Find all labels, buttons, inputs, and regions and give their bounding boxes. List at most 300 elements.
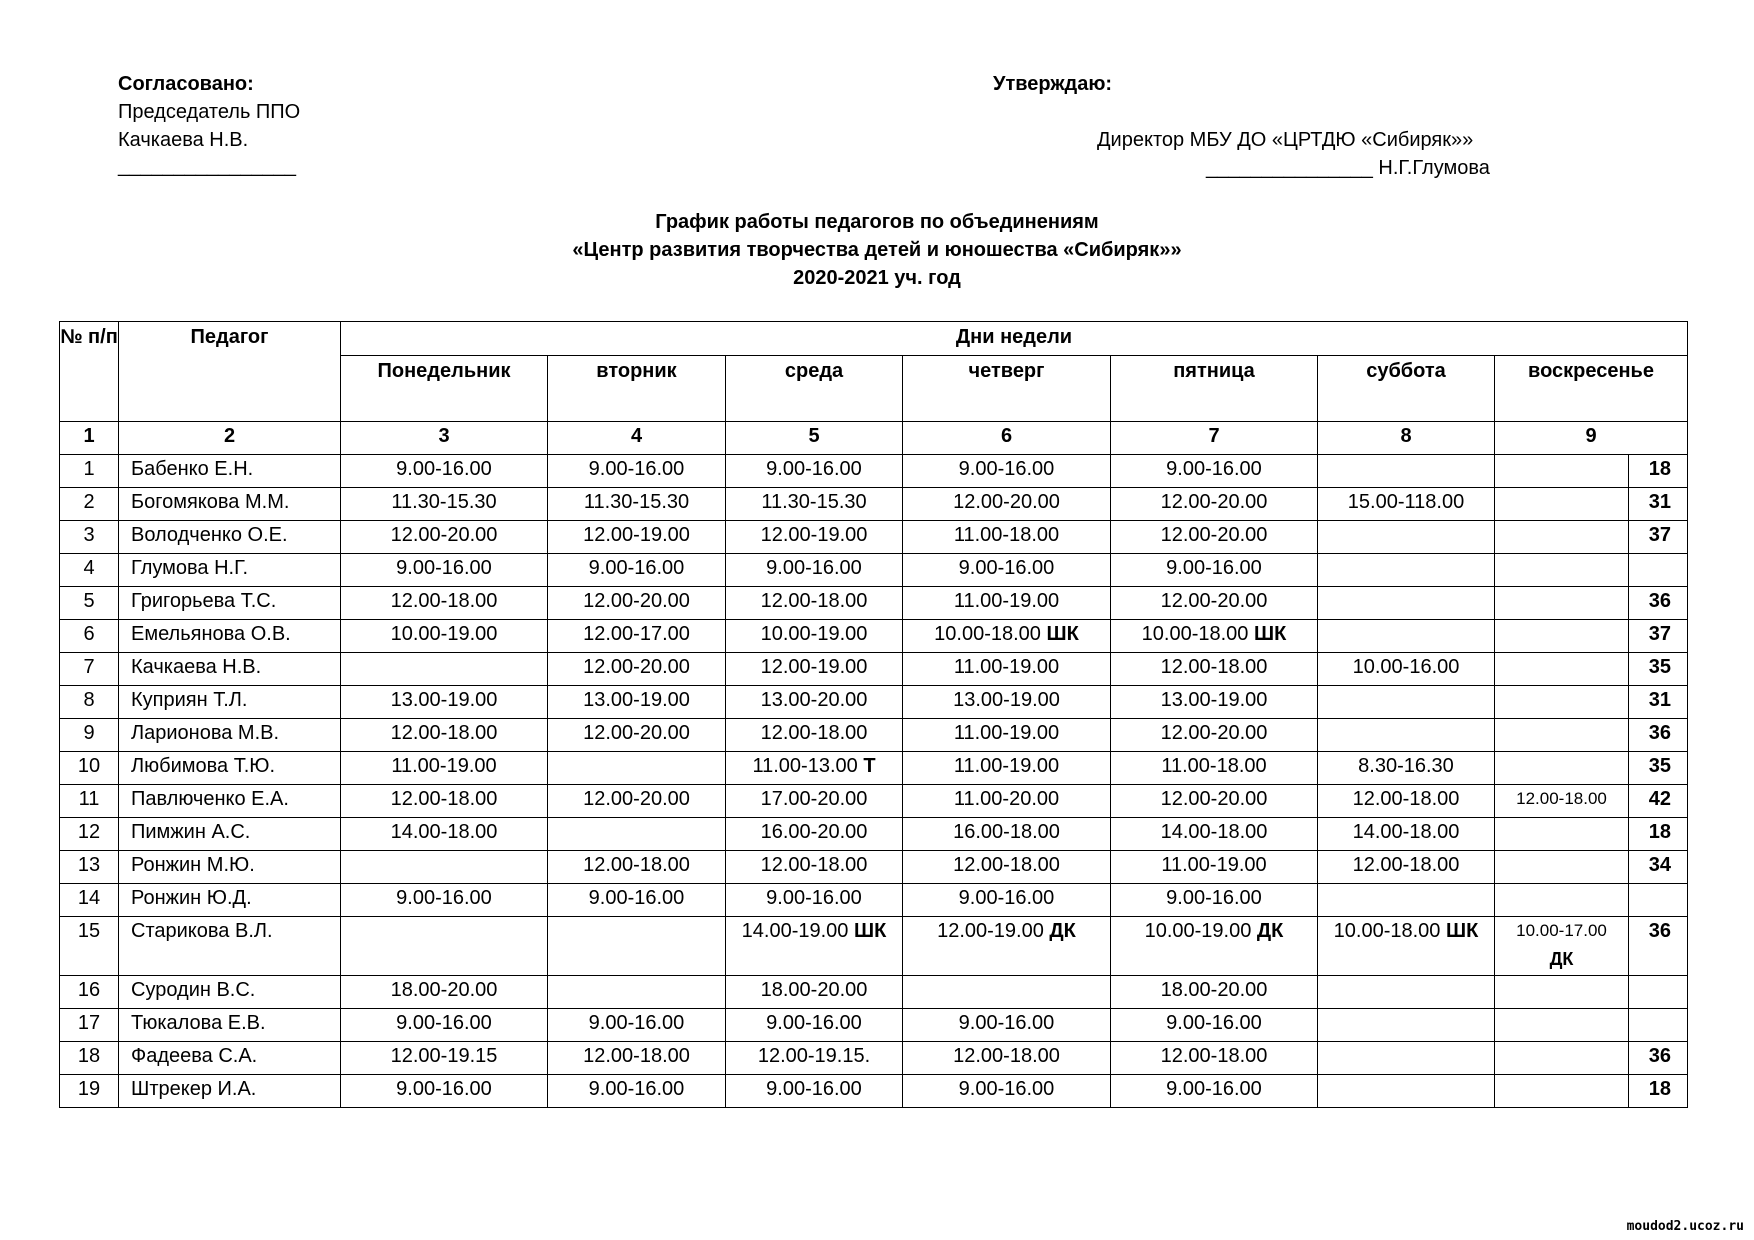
total-hours: 18 [1629,818,1688,851]
table-row [60,785,1688,818]
total-hours: 36 [1629,587,1688,620]
schedule-cell [1111,488,1318,521]
schedule-cell [548,976,726,1009]
schedule-cell [1495,719,1629,752]
schedule-cell [548,521,726,554]
table-row [60,1042,1688,1075]
schedule-cell [1111,521,1318,554]
schedule-cell [726,1075,903,1108]
header-day: четверг [903,356,1111,422]
schedule-time: 9.00-16.00 [588,1078,685,1100]
row-number: 3 [60,521,119,554]
header-num: № п/п [60,322,119,422]
schedule-time: 12.00-19.15. [757,1045,871,1067]
title-line-3: 2020-2021 уч. год [793,267,961,289]
schedule-cell [726,719,903,752]
schedule-cell [1495,521,1629,554]
schedule-cell [1111,1075,1318,1108]
total-hours: 35 [1629,752,1688,785]
row-number: 1 [60,455,119,488]
teacher-name: Старикова В.Л. [119,917,341,976]
col-number: 2 [119,422,341,455]
schedule-time: 12.00-18.00 [390,788,498,810]
schedule-time: 14.00-18.00 [390,821,498,843]
schedule-time: 14.00-18.00 [1160,821,1268,843]
confirm-label: Утверждаю: [993,73,1113,95]
schedule-time: 13.00-19.00 [953,689,1060,711]
schedule-cell [1495,554,1629,587]
table-row [60,587,1688,620]
schedule-time: 12.00-20.00 [1160,590,1268,612]
schedule-time: 10.00-16.00 [1352,656,1460,678]
teacher-name: Емельянова О.В. [119,620,341,653]
schedule-cell [341,851,548,884]
row-number: 2 [60,488,119,521]
schedule-time: 13.00-20.00 [760,689,868,711]
schedule-time: 9.00-16.00 [588,458,685,480]
schedule-cell [548,719,726,752]
approver-signature-line: ________________ [118,155,296,177]
schedule-time: 9.00-16.00 [766,1012,862,1034]
row-number: 12 [60,818,119,851]
schedule-time: 11.00-13.00 [752,755,858,777]
schedule-time: 12.00-18.00 [953,1045,1060,1067]
table-row [60,884,1688,917]
table-row [60,851,1688,884]
schedule-cell [726,455,903,488]
schedule-time: 11.00-19.00 [953,590,1060,612]
schedule-time: 12.00-18.00 [1352,854,1460,876]
schedule-time: 9.00-16.00 [588,887,685,909]
schedule-time: 12.00-18.00 [390,722,498,744]
table-row [60,620,1688,653]
schedule-cell [548,785,726,818]
schedule-time: 12.00-19.00 [937,920,1044,942]
schedule-time: 11.00-19.00 [1161,854,1267,876]
schedule-cell [1111,554,1318,587]
schedule-cell [1495,1009,1629,1042]
schedule-cell [548,1075,726,1108]
schedule-cell [548,818,726,851]
schedule-time: 12.00-19.00 [760,524,868,546]
schedule-cell [903,620,1111,653]
schedule-time: 9.00-16.00 [1166,1012,1262,1034]
total-hours: 37 [1629,620,1688,653]
schedule-time: 12.00-20.00 [1160,524,1268,546]
schedule-time: 10.00-18.00 [1141,623,1249,645]
schedule-cell [1111,785,1318,818]
row-number: 18 [60,1042,119,1075]
header-teacher: Педагог [119,322,341,422]
schedule-time: 9.00-16.00 [588,1012,685,1034]
schedule-time: 18.00-20.00 [390,979,498,1001]
schedule-time: 12.00-20.00 [1160,491,1268,513]
teacher-name: Суродин В.С. [119,976,341,1009]
schedule-cell [341,818,548,851]
schedule-cell [903,521,1111,554]
schedule-cell [341,752,548,785]
schedule-time: 12.00-18.00 [1160,1045,1268,1067]
schedule-cell [903,752,1111,785]
schedule-cell [1111,1009,1318,1042]
location-suffix: ДК [1549,949,1574,969]
schedule-time: 11.30-15.30 [391,491,497,513]
schedule-cell [1495,752,1629,785]
schedule-cell [726,521,903,554]
schedule-time: 15.00-118.00 [1347,491,1465,513]
schedule-cell [341,785,548,818]
table-row [60,719,1688,752]
row-number: 13 [60,851,119,884]
schedule-cell [1111,851,1318,884]
schedule-cell [1111,620,1318,653]
schedule-cell [726,917,903,976]
schedule-time: 9.00-16.00 [766,458,862,480]
row-number: 6 [60,620,119,653]
schedule-cell [1318,884,1495,917]
schedule-cell [548,884,726,917]
director-signature: _______________ Н.Г.Глумова [1206,157,1490,179]
total-hours: 18 [1629,455,1688,488]
schedule-cell [1111,976,1318,1009]
teacher-name: Володченко О.Е. [119,521,341,554]
col-number: 7 [1111,422,1318,455]
schedule-time: 11.00-19.00 [953,755,1060,777]
schedule-cell [1318,1075,1495,1108]
schedule-time: 11.00-19.00 [391,755,497,777]
total-hours [1629,554,1688,587]
schedule-time: 12.00-18.00 [583,854,690,876]
header-day: воскресенье [1495,356,1688,422]
teacher-name: Павлюченко Е.А. [119,785,341,818]
teacher-name: Бабенко Е.Н. [119,455,341,488]
schedule-time: 12.00-18.00 [760,722,868,744]
row-number: 17 [60,1009,119,1042]
schedule-cell [1111,653,1318,686]
row-number: 11 [60,785,119,818]
schedule-time: 11.00-20.00 [953,788,1060,810]
schedule-cell [1495,653,1629,686]
schedule-time: 13.00-19.00 [390,689,498,711]
schedule-time: 17.00-20.00 [760,788,868,810]
total-hours: 36 [1629,719,1688,752]
teacher-name: Штрекер И.А. [119,1075,341,1108]
row-number: 19 [60,1075,119,1108]
schedule-cell [1111,455,1318,488]
schedule-time: 12.00-18.00 [1516,789,1607,808]
schedule-time: 14.00-18.00 [1352,821,1460,843]
schedule-time: 10.00-17.00 [1516,921,1607,940]
col-number: 4 [548,422,726,455]
schedule-cell [341,1075,548,1108]
schedule-cell [903,719,1111,752]
schedule-time: 9.00-16.00 [766,887,862,909]
schedule-cell [548,620,726,653]
schedule-cell [1495,587,1629,620]
schedule-time: 11.00-19.00 [953,722,1060,744]
title-line-2: «Центр развития творчества детей и юношества «Сибиряк»» [572,239,1182,261]
schedule-time: 12.00-18.00 [390,590,498,612]
schedule-time: 12.00-19.00 [583,524,690,546]
row-number: 9 [60,719,119,752]
teacher-name: Куприян Т.Л. [119,686,341,719]
schedule-cell [341,976,548,1009]
teacher-name: Пимжин А.С. [119,818,341,851]
schedule-cell [726,1042,903,1075]
schedule-cell [1111,818,1318,851]
col-number: 6 [903,422,1111,455]
schedule-time: 9.00-16.00 [1166,557,1262,579]
schedule-cell [1495,1075,1629,1108]
schedule-cell [903,976,1111,1009]
table-row [60,686,1688,719]
schedule-cell [903,1042,1111,1075]
schedule-cell [548,587,726,620]
schedule-cell [726,488,903,521]
location-suffix: ШК [1446,920,1479,942]
schedule-time: 9.00-16.00 [958,1078,1055,1100]
schedule-time: 12.00-20.00 [1160,788,1268,810]
schedule-time: 12.00-20.00 [1160,722,1268,744]
schedule-time: 12.00-18.00 [953,854,1060,876]
table-row [60,818,1688,851]
schedule-time: 9.00-16.00 [958,1012,1055,1034]
table-row [60,752,1688,785]
teacher-name: Качкаева Н.В. [119,653,341,686]
schedule-time: 12.00-20.00 [583,788,690,810]
schedule-time: 12.00-20.00 [953,491,1060,513]
schedule-cell [1495,785,1629,818]
schedule-time: 10.00-19.00 [760,623,868,645]
schedule-time: 12.00-18.00 [1160,656,1268,678]
schedule-time: 18.00-20.00 [760,979,868,1001]
schedule-cell [341,488,548,521]
header-day: вторник [548,356,726,422]
col-number: 8 [1318,422,1495,455]
schedule-cell [1111,752,1318,785]
watermark: moudod2.ucoz.ru [1626,1219,1744,1234]
table-row [60,521,1688,554]
schedule-cell [1111,719,1318,752]
schedule-cell [1111,1042,1318,1075]
schedule-cell [341,554,548,587]
schedule-cell [1495,917,1629,976]
schedule-time: 12.00-17.00 [583,623,690,645]
header-day: суббота [1318,356,1495,422]
schedule-time: 11.30-15.30 [761,491,867,513]
schedule-time: 12.00-19.00 [760,656,868,678]
header-day: Понедельник [341,356,548,422]
schedule-cell [726,554,903,587]
header-days: Дни недели [341,322,1688,356]
teacher-name: Богомякова М.М. [119,488,341,521]
schedule-time: 9.00-16.00 [766,557,862,579]
schedule-time: 10.00-19.00 [390,623,498,645]
teacher-name: Григорьева Т.С. [119,587,341,620]
director-position: Директор МБУ ДО «ЦРТДЮ «Сибиряк»» [1097,129,1474,151]
schedule-cell [548,455,726,488]
schedule-cell [1495,686,1629,719]
row-number: 7 [60,653,119,686]
header-day: пятница [1111,356,1318,422]
schedule-cell [548,851,726,884]
schedule-cell [341,1042,548,1075]
schedule-time: 9.00-16.00 [396,887,492,909]
schedule-cell [903,818,1111,851]
schedule-cell [548,653,726,686]
schedule-cell [548,917,726,976]
schedule-time: 12.00-20.00 [583,722,690,744]
row-number: 14 [60,884,119,917]
schedule-cell [548,1009,726,1042]
schedule-cell [1111,917,1318,976]
schedule-cell [726,851,903,884]
schedule-cell [1318,752,1495,785]
schedule-cell [1495,455,1629,488]
schedule-cell [726,785,903,818]
schedule-time: 9.00-16.00 [396,1078,492,1100]
schedule-cell [1318,785,1495,818]
schedule-time: 9.00-16.00 [766,1078,862,1100]
teacher-name: Любимова Т.Ю. [119,752,341,785]
schedule-cell [1318,686,1495,719]
schedule-time: 12.00-18.00 [583,1045,690,1067]
schedule-time: 13.00-19.00 [583,689,690,711]
col-number: 5 [726,422,903,455]
schedule-cell [341,884,548,917]
total-hours: 34 [1629,851,1688,884]
schedule-table [59,321,1688,1108]
schedule-cell [341,1009,548,1042]
approval-label: Согласовано: [118,73,254,95]
schedule-time: 9.00-16.00 [958,458,1055,480]
schedule-cell [726,587,903,620]
schedule-time: 9.00-16.00 [1166,458,1262,480]
total-hours: 36 [1629,1042,1688,1075]
schedule-time: 9.00-16.00 [396,557,492,579]
teacher-name: Ларионова М.В. [119,719,341,752]
schedule-time: 14.00-19.00 [741,920,849,942]
schedule-cell [1318,620,1495,653]
total-hours: 42 [1629,785,1688,818]
schedule-cell [1318,653,1495,686]
schedule-cell [548,686,726,719]
schedule-time: 11.00-18.00 [953,524,1060,546]
schedule-cell [903,488,1111,521]
schedule-time: 8.30-16.30 [1358,755,1454,777]
schedule-cell [726,976,903,1009]
schedule-time: 10.00-19.00 [1144,920,1252,942]
total-hours: 18 [1629,1075,1688,1108]
total-hours: 36 [1629,917,1688,976]
schedule-time: 12.00-18.00 [1352,788,1460,810]
schedule-cell [1318,1009,1495,1042]
header-day: среда [726,356,903,422]
row-number: 15 [60,917,119,976]
schedule-cell [1495,1042,1629,1075]
location-suffix: ШК [1254,623,1287,645]
schedule-cell [726,752,903,785]
schedule-cell [1318,455,1495,488]
schedule-cell [903,1009,1111,1042]
schedule-time: 10.00-18.00 [934,623,1041,645]
schedule-cell [548,752,726,785]
schedule-time: 9.00-16.00 [1166,887,1262,909]
location-suffix: ШК [854,920,887,942]
schedule-time: 12.00-18.00 [760,854,868,876]
schedule-cell [341,917,548,976]
schedule-time: 12.00-20.00 [390,524,498,546]
location-suffix: Т [863,755,876,777]
table-row [60,488,1688,521]
schedule-cell [726,884,903,917]
row-number: 8 [60,686,119,719]
approver-position: Председатель ППО [118,101,301,123]
schedule-cell [1495,818,1629,851]
schedule-cell [1495,488,1629,521]
table-row [60,455,1688,488]
teacher-name: Фадеева С.А. [119,1042,341,1075]
teacher-name: Тюкалова Е.В. [119,1009,341,1042]
schedule-cell [548,1042,726,1075]
schedule-time: 12.00-20.00 [583,656,690,678]
total-hours: 37 [1629,521,1688,554]
schedule-cell [341,587,548,620]
approver-name: Качкаева Н.В. [118,129,249,151]
col-number: 9 [1495,422,1688,455]
schedule-cell [1495,620,1629,653]
teacher-name: Ронжин Ю.Д. [119,884,341,917]
location-suffix: ДК [1049,920,1076,942]
schedule-cell [726,653,903,686]
schedule-cell [341,455,548,488]
table-row [60,1075,1688,1108]
schedule-time: 9.00-16.00 [588,557,685,579]
schedule-cell [903,587,1111,620]
total-hours: 35 [1629,653,1688,686]
schedule-cell [903,785,1111,818]
row-number: 16 [60,976,119,1009]
schedule-cell [726,686,903,719]
schedule-time: 10.00-18.00 [1333,920,1441,942]
schedule-time: 9.00-16.00 [958,557,1055,579]
schedule-time: 11.00-18.00 [1161,755,1267,777]
row-number: 5 [60,587,119,620]
schedule-cell [903,851,1111,884]
schedule-cell [1495,884,1629,917]
schedule-cell [1495,851,1629,884]
schedule-cell [1111,686,1318,719]
schedule-cell [726,1009,903,1042]
row-number: 10 [60,752,119,785]
schedule-cell [548,488,726,521]
table-row [60,1009,1688,1042]
schedule-time: 9.00-16.00 [1166,1078,1262,1100]
schedule-time: 9.00-16.00 [396,1012,492,1034]
table-row [60,653,1688,686]
schedule-cell [1318,719,1495,752]
schedule-cell [341,686,548,719]
schedule-cell [726,620,903,653]
schedule-time: 11.30-15.30 [583,491,690,513]
schedule-time: 9.00-16.00 [396,458,492,480]
schedule-cell [903,554,1111,587]
schedule-time: 13.00-19.00 [1160,689,1268,711]
total-hours: 31 [1629,686,1688,719]
schedule-cell [341,719,548,752]
total-hours [1629,1009,1688,1042]
document-title [0,208,1754,292]
